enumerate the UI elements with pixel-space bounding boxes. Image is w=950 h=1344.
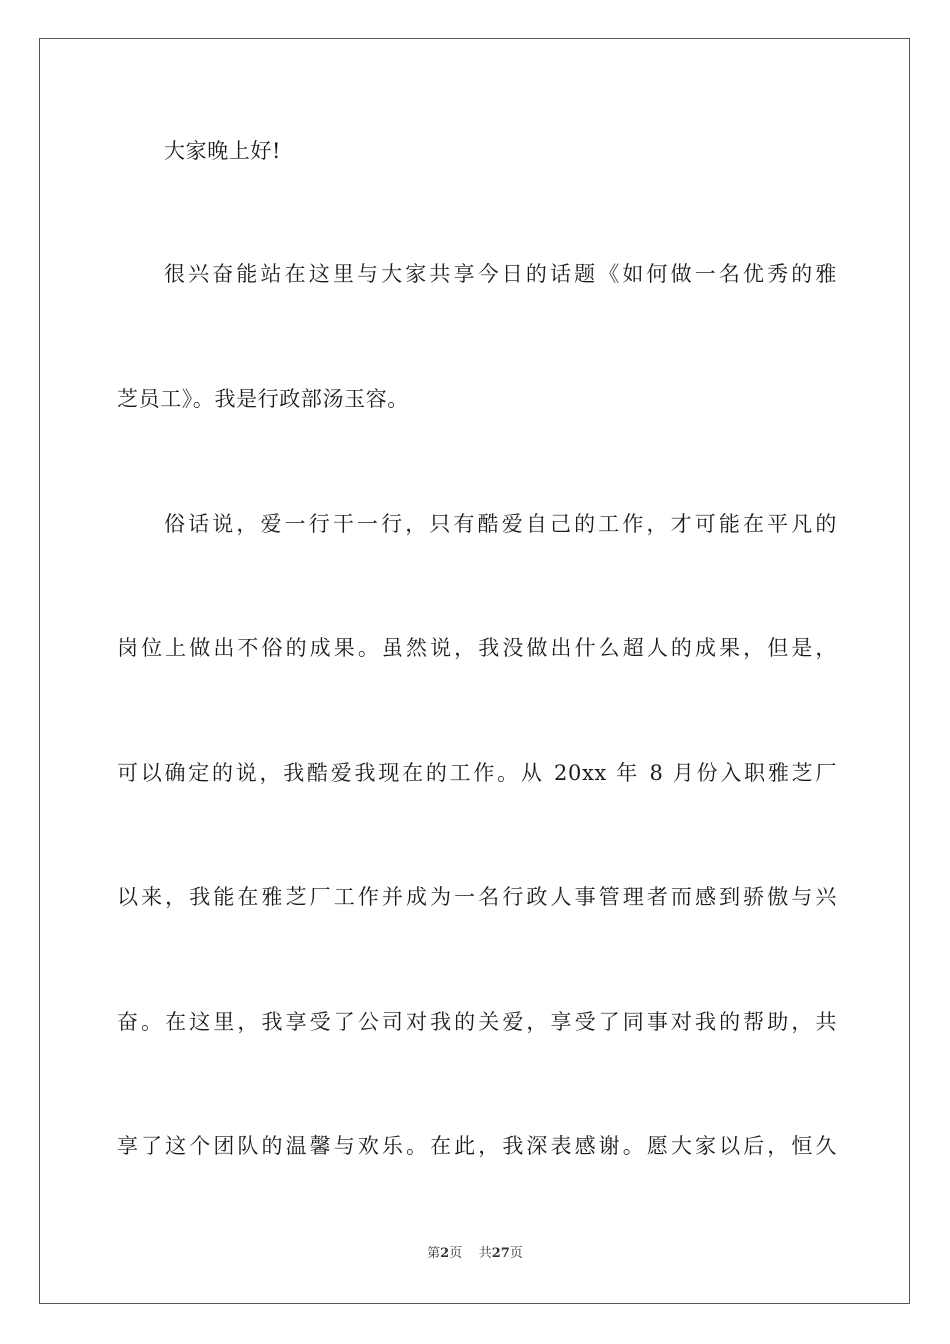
text-line-1: 大家晚上好!	[164, 139, 282, 163]
total-pages: 27	[491, 1246, 510, 1261]
text-line-7: 以来，我能在雅芝厂工作并成为一名行政人事管理者而感到骄傲与兴	[117, 885, 837, 909]
page-number: 2	[440, 1246, 450, 1261]
page-footer	[0, 1245, 950, 1263]
text-line-8: 奋。在这里，我享受了公司对我的关爱，享受了同事对我的帮助，共	[117, 1010, 837, 1034]
text-line-3: 芝员工》。我是行政部汤玉容。	[117, 387, 409, 411]
page-label-suffix: 页	[449, 1246, 463, 1261]
text-line-5: 岗位上做出不俗的成果。虽然说，我没做出什么超人的成果，但是，	[117, 636, 837, 660]
page-label-prefix: 第	[427, 1246, 441, 1261]
text-line-2: 很兴奋能站在这里与大家共享今日的话题《如何做一名优秀的雅	[164, 262, 837, 286]
text-line-9: 享了这个团队的温馨与欢乐。在此，我深表感谢。愿大家以后，恒久	[117, 1134, 837, 1158]
total-label-suffix: 页	[509, 1246, 523, 1261]
text-line-4: 俗话说，爱一行干一行，只有酷爱自己的工作，才可能在平凡的	[164, 512, 837, 536]
total-label-prefix: 共	[478, 1246, 492, 1261]
page-border	[39, 38, 910, 1304]
text-line-6: 可以确定的说，我酷爱我现在的工作。从 20xx 年 8 月份入职雅芝厂	[117, 761, 837, 785]
